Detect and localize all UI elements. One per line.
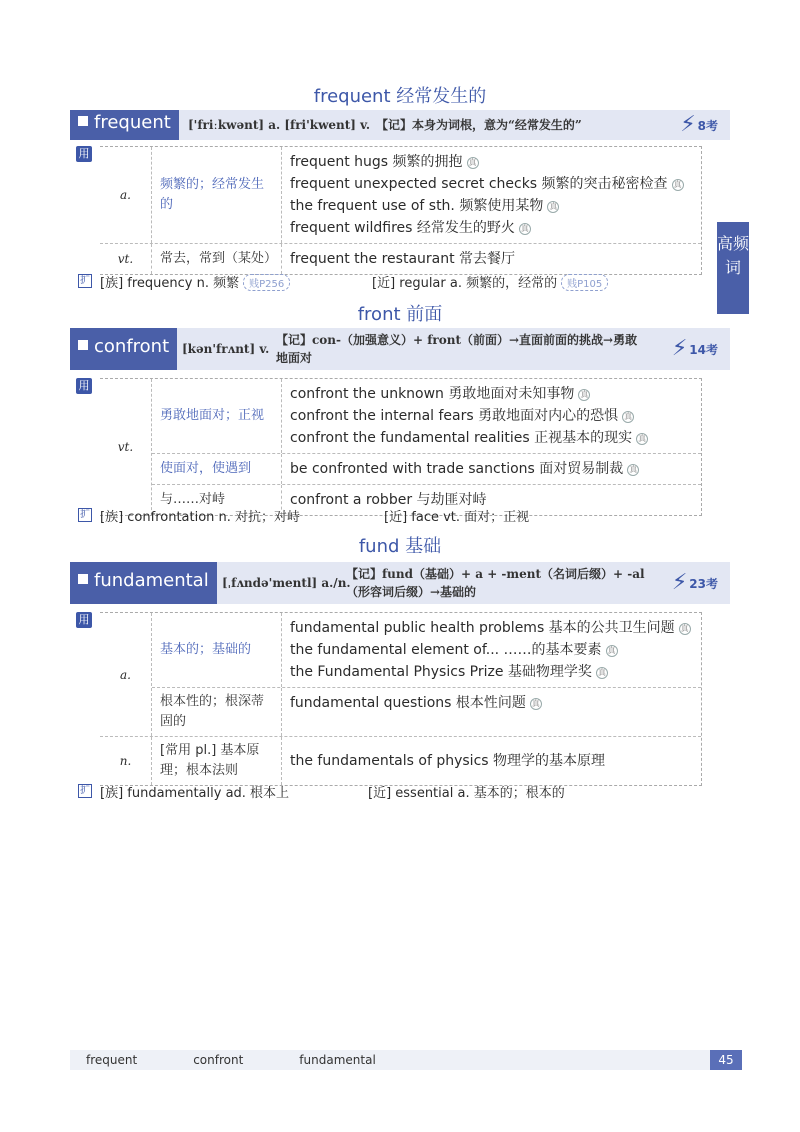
- extension-icon: 扩: [80, 785, 90, 796]
- phonetic: [kən'frʌnt] v.: [182, 342, 270, 356]
- root-title-frequent: frequent 经常发生的: [313, 86, 487, 107]
- part-of-speech: n.: [100, 737, 152, 785]
- meaning: 勇敢地面对；正视: [152, 379, 282, 453]
- real-exam-icon: 真: [597, 668, 606, 677]
- extension-synonym: [近] face vt. 面对；正视: [384, 510, 530, 525]
- footer-index: [70, 1050, 742, 1070]
- examples: fundamental public health problems 基本的公共卫生问题 真 the fundamental element of... ……的基本要素 真 the Fundamental Physics Prize 基础物理学奖 真: [290, 620, 689, 680]
- examples: fundamental questions 根本性问题 真: [290, 695, 540, 711]
- extension-icon: 扩: [80, 509, 90, 520]
- real-exam-icon: 真: [520, 224, 529, 233]
- memo: 【记】con-（加强意义）+ front（前面）→直面前面的挑战→勇敢地面对: [276, 333, 638, 365]
- usage-tag: 用: [76, 146, 92, 162]
- headword-label: [70, 328, 177, 370]
- headword-text: confront: [94, 336, 170, 357]
- usage-tag: 用: [76, 612, 92, 628]
- real-exam-icon: 真: [607, 646, 616, 655]
- lightning-icon: ⚡: [671, 570, 688, 595]
- part-of-speech: a.: [100, 147, 152, 243]
- real-exam-icon: 真: [531, 699, 540, 708]
- real-exam-icon: 真: [638, 434, 647, 443]
- extension-icon: 扩: [80, 275, 90, 286]
- examples: the fundamentals of physics 物理学的基本原理: [290, 753, 606, 769]
- table-row: [100, 147, 701, 244]
- headword-text: fundamental: [94, 570, 209, 591]
- meaning: 使面对，使遇到: [152, 454, 282, 484]
- lightning-icon: ⚡: [680, 112, 696, 137]
- examples: be confronted with trade sanctions 面对贸易制裁 真: [290, 461, 638, 477]
- usage-table-fundamental: [100, 612, 702, 786]
- meaning: 频繁的；经常发生的: [152, 147, 282, 243]
- real-exam-icon: 真: [468, 158, 477, 167]
- phonetic: ['friːkwənt] a. [fri'kwent] v.: [188, 118, 371, 132]
- page-reference[interactable]: 贱P105: [561, 274, 608, 291]
- headword-label: [70, 110, 179, 140]
- exam-frequency: ⚡ 8考: [680, 112, 718, 137]
- extension-synonym: [近] essential a. 基本的；根本的: [368, 786, 565, 801]
- extension-family: [族] confrontation n. 对抗；对峙: [100, 510, 301, 525]
- real-exam-icon: 真: [580, 390, 589, 399]
- part-of-speech: a.: [100, 613, 152, 736]
- table-row: [100, 244, 701, 274]
- extension-family: [族] fundamentally ad. 根本上: [100, 786, 290, 801]
- page-number: 45: [710, 1050, 742, 1070]
- footer-word[interactable]: confront: [193, 1053, 244, 1067]
- meaning: 常去，常到（某处）: [152, 244, 282, 274]
- part-of-speech: vt.: [100, 244, 152, 274]
- footer-word[interactable]: fundamental: [299, 1053, 376, 1067]
- headword-bar-fundamental: [70, 562, 730, 604]
- memo: 【记】fund（基础）+ a + -ment（名词后缀）+ -al（形容词后缀）→基础的: [346, 567, 645, 599]
- real-exam-icon: 真: [624, 412, 633, 421]
- extension-family: [族] frequency n. 频繁 贱P256: [100, 272, 290, 291]
- headword-bar-frequent: [70, 110, 730, 140]
- real-exam-icon: 真: [673, 180, 682, 189]
- meaning: 根本性的；根深蒂固的: [152, 688, 282, 736]
- meaning: 与……对峙: [152, 485, 282, 515]
- usage-table-frequent: [100, 146, 702, 275]
- real-exam-icon: 真: [549, 202, 558, 211]
- root-title-front: front 前面: [357, 304, 443, 325]
- exam-frequency: ⚡ 14考: [671, 336, 718, 361]
- lightning-icon: ⚡: [671, 336, 688, 361]
- real-exam-icon: 真: [680, 624, 689, 633]
- phonetic: [ˌfʌndə'mentl] a./n.: [222, 576, 351, 590]
- extension-synonym: [近] regular a. 频繁的，经常的 贱P105: [372, 272, 608, 291]
- footer-word[interactable]: frequent: [86, 1053, 138, 1067]
- root-title-fund: fund 基础: [358, 536, 442, 557]
- examples: confront a robber 与劫匪对峙: [290, 492, 487, 508]
- part-of-speech: vt.: [100, 379, 152, 515]
- meaning: [常用 pl.] 基本原理；根本法则: [152, 737, 282, 785]
- table-row: [100, 379, 701, 515]
- examples: frequent the restaurant 常去餐厅: [290, 251, 516, 267]
- headword-label: [70, 562, 217, 604]
- usage-table-confront: [100, 378, 702, 516]
- page-reference[interactable]: 贱P256: [243, 274, 290, 291]
- headword-bar-confront: [70, 328, 730, 370]
- usage-tag: 用: [76, 378, 92, 394]
- real-exam-icon: 真: [629, 465, 638, 474]
- table-row: [100, 737, 701, 785]
- headword-text: frequent: [94, 112, 171, 133]
- examples: confront the unknown 勇敢地面对未知事物 真 confront the internal fears 勇敢地面对内心的恐惧 真 confront the fundamental realities 正视基本的现实 真: [290, 386, 647, 446]
- meaning: 基本的；基础的: [152, 613, 282, 687]
- side-tab-high-frequency[interactable]: 高频词: [717, 222, 749, 314]
- memo: 【记】本身为词根，意为“经常发生的”: [376, 118, 582, 132]
- table-row: [100, 613, 701, 737]
- exam-frequency: ⚡ 23考: [671, 570, 718, 595]
- examples: frequent hugs 频繁的拥抱 真 frequent unexpected secret checks 频繁的突击秘密检查 真 the frequent use of sth. 频繁使用某物 真 frequent wildfires 经常发生的野火 真: [290, 154, 682, 236]
